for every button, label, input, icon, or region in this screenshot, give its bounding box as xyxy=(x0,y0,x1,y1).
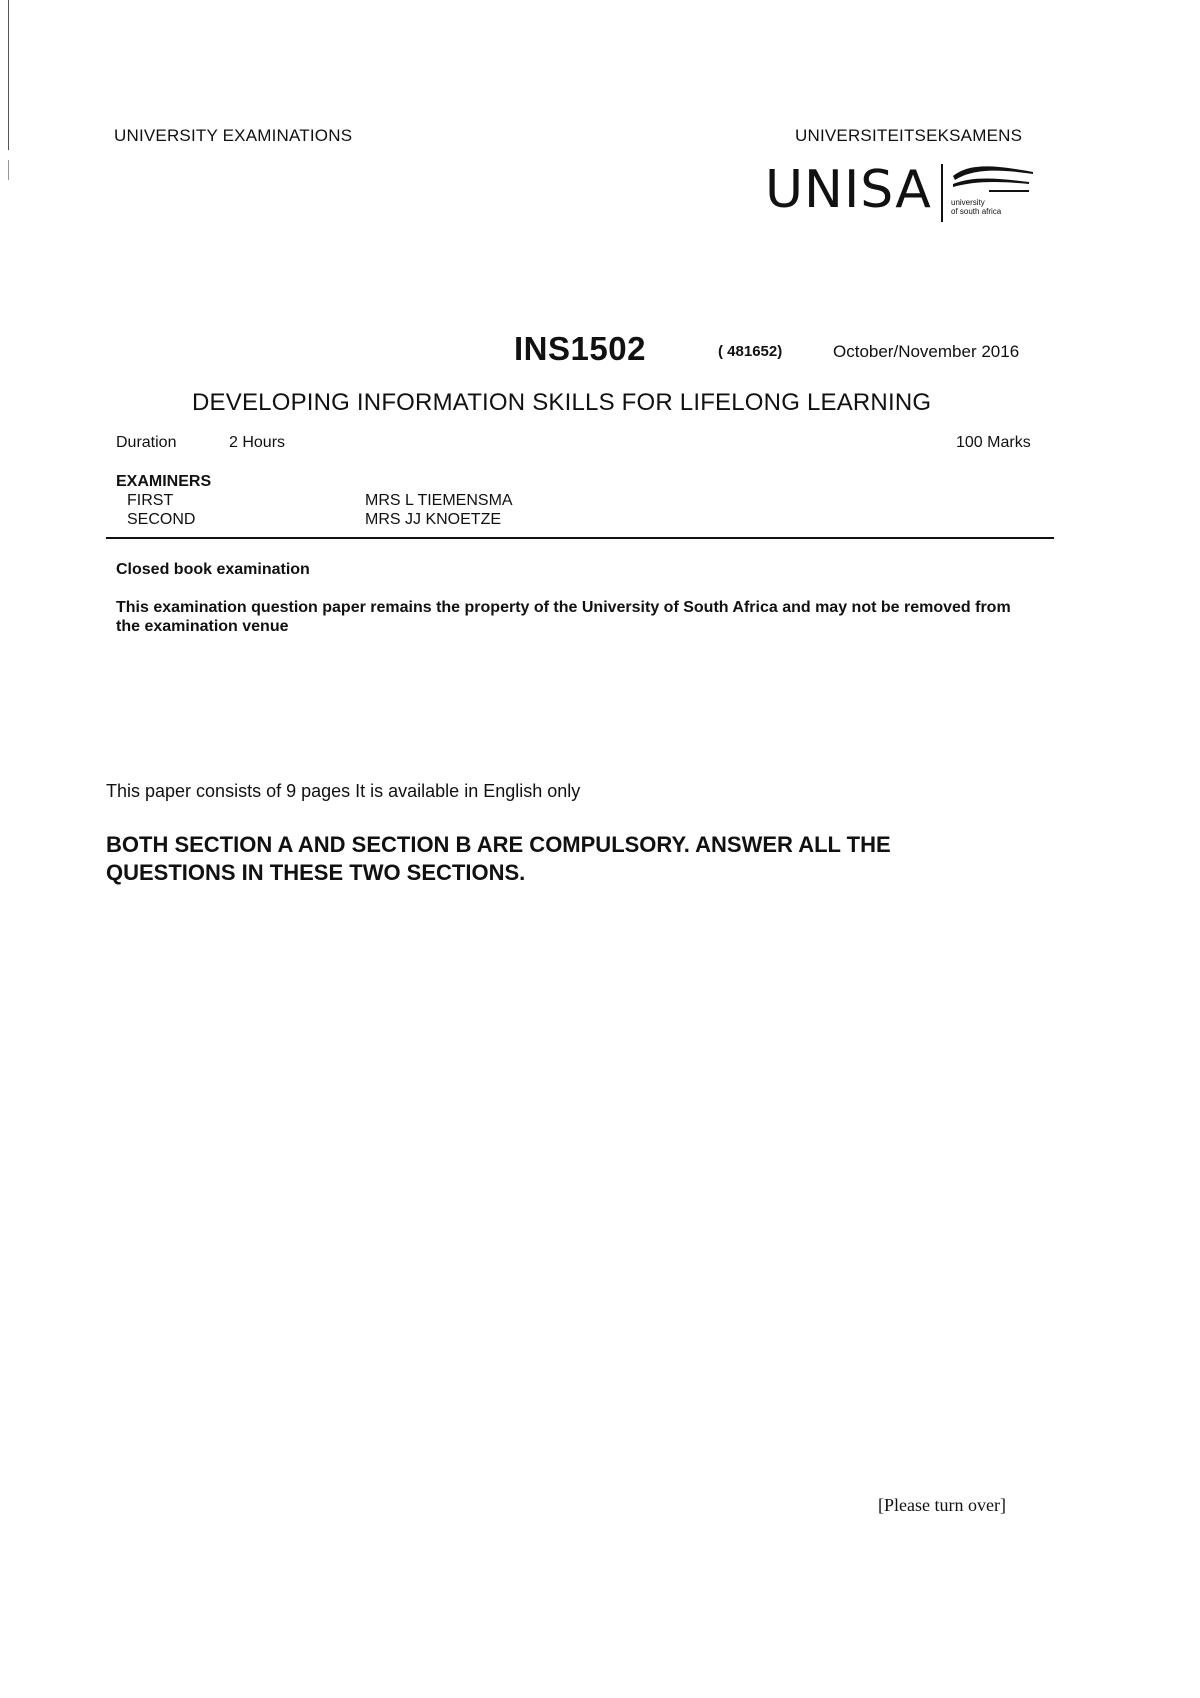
scan-edge-mark xyxy=(8,160,9,180)
examiners-heading: EXAMINERS xyxy=(116,473,212,490)
logo-wordmark: UNISA xyxy=(765,160,932,220)
first-examiner-label: FIRST xyxy=(127,492,174,509)
duration-value: 2 Hours xyxy=(229,434,286,451)
logo-emblem-icon xyxy=(949,162,1035,196)
paper-number: ( 481652) xyxy=(718,343,783,360)
scan-edge-mark xyxy=(8,0,9,150)
exam-session: October/November 2016 xyxy=(833,342,1020,361)
second-examiner-label: SECOND xyxy=(127,511,196,528)
property-notice: This examination question paper remains the property of the University of South Africa and may not be removed from the examination venue xyxy=(116,599,1011,635)
header-left: UNIVERSITY EXAMINATIONS xyxy=(114,126,353,145)
second-examiner-name: MRS JJ KNOETZE xyxy=(365,511,502,528)
duration-label: Duration xyxy=(116,434,177,451)
course-code: INS1502 xyxy=(514,330,646,367)
course-title: DEVELOPING INFORMATION SKILLS FOR LIFELONG LEARNING xyxy=(192,389,932,416)
page-count-note: This paper consists of 9 pages It is available in English only xyxy=(106,781,581,801)
header-divider xyxy=(106,537,1054,539)
logo-subtitle-2: of south africa xyxy=(951,207,1002,216)
first-examiner-name: MRS L TIEMENSMA xyxy=(365,492,513,509)
total-marks: 100 Marks xyxy=(956,434,1031,451)
closed-book-note: Closed book examination xyxy=(116,561,310,578)
header-right: UNIVERSITEITSEKSAMENS xyxy=(795,126,1023,145)
logo-subtitle-1: university xyxy=(951,198,985,207)
logo-divider xyxy=(941,164,943,222)
turn-over-note: [Please turn over] xyxy=(878,1495,1006,1515)
unisa-logo xyxy=(765,158,1045,228)
compulsory-instruction: BOTH SECTION A AND SECTION B ARE COMPULSORY. ANSWER ALL THE QUESTIONS IN THESE TWO SECTIONS. xyxy=(106,832,891,885)
